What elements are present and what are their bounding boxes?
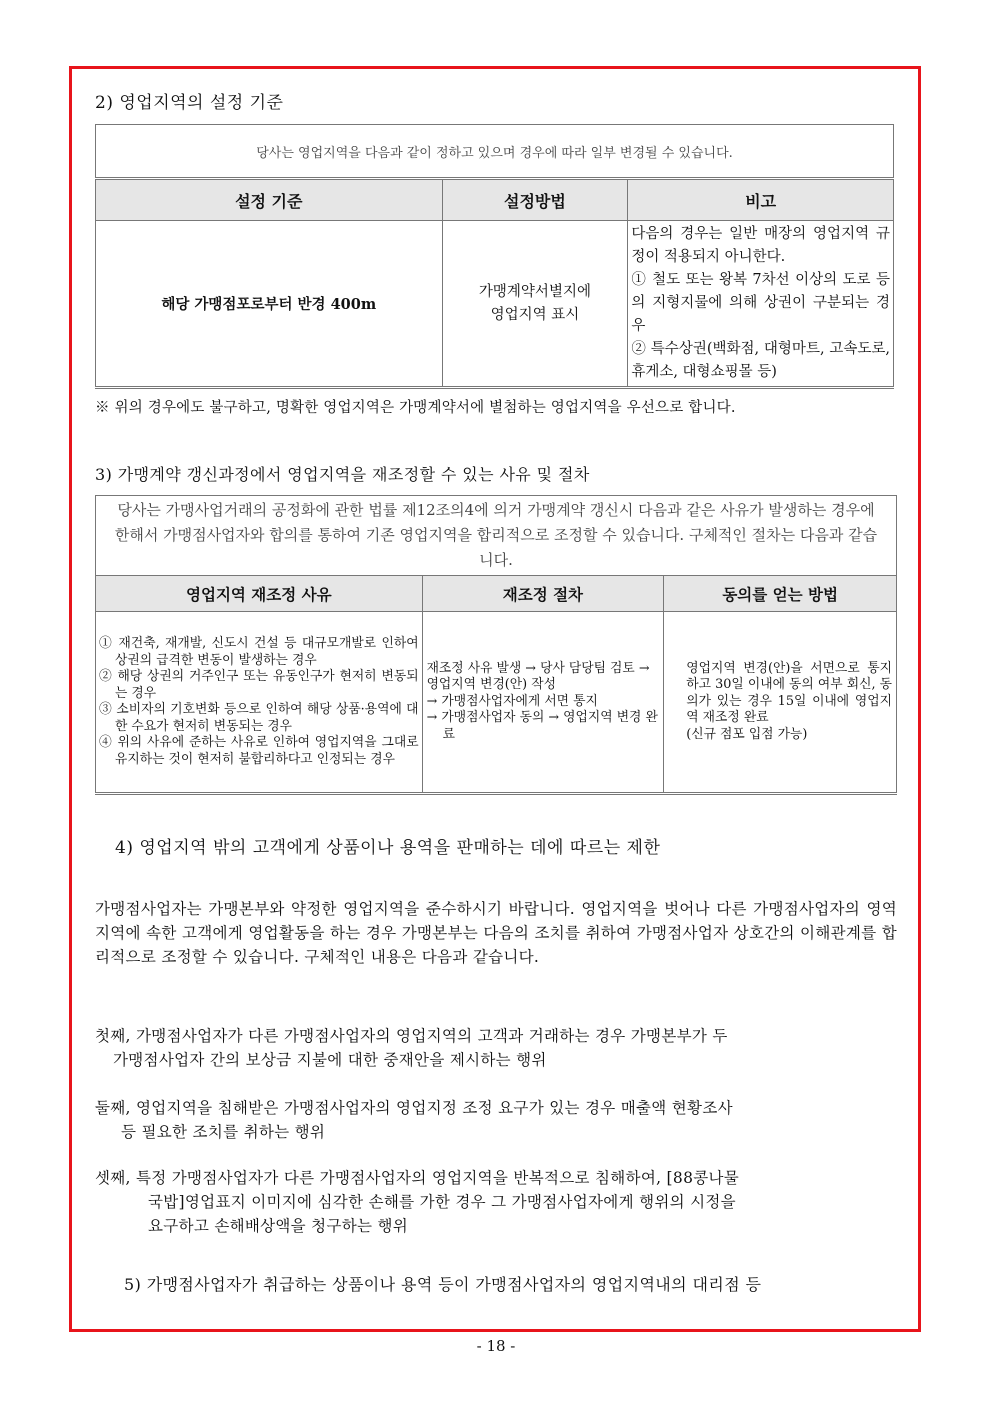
section-4-title: 4) 영업지역 밖의 고객에게 상품이나 용역을 판매하는 데에 따르는 제한 [115, 838, 661, 858]
criteria-method-line2: 영업지역 표시 [490, 306, 580, 323]
measure-second-line2: 등 필요한 조치를 취하는 행위 [121, 1123, 326, 1141]
consent-sub: (신규 점포 입점 가능) [686, 726, 808, 742]
reason-item: ③ 소비자의 기호변화 등으로 인하여 해당 상품·용역에 대한 수요가 현저히 변동되는 경우 [99, 702, 419, 734]
measure-third-line3: 요구하고 손해배상액을 청구하는 행위 [148, 1217, 409, 1235]
criteria-note-item-2: ② 특수상권(백화점, 대형마트, 고속도로, 휴게소, 대형쇼핑몰 등) [631, 341, 890, 380]
criteria-table [95, 124, 894, 389]
criteria-table-intro: 당사는 영업지역을 다음과 같이 정하고 있으며 경우에 따라 일부 변경될 수 있습니다. [96, 125, 894, 179]
section-2-footnote: ※ 위의 경우에도 불구하고, 명확한 영업지역은 가맹계약서에 별첨하는 영업지역을 우선으로 합니다. [95, 400, 736, 416]
readjust-procedure-cell [422, 612, 664, 794]
criteria-method-line1: 가맹계약서별지에 [478, 283, 591, 300]
measure-first-line1: 첫째, 가맹점사업자가 다른 가맹점사업자의 영업지역의 고객과 거래하는 경우 가맹본부가 두 [95, 1027, 728, 1045]
reason-item: ④ 위의 사유에 준하는 사유로 인하여 영업지역을 그대로 유지하는 것이 현저히 불합리하다고 인정되는 경우 [99, 735, 419, 767]
criteria-header-basis: 설정 기준 [96, 179, 443, 221]
measure-first-line2: 가맹점사업자 간의 보상금 지불에 대한 중재안을 제시하는 행위 [113, 1051, 547, 1069]
readjust-reasons-cell [96, 612, 423, 794]
section-3-title: 3) 가맹계약 갱신과정에서 영업지역을 재조정할 수 있는 사유 및 절차 [95, 465, 590, 484]
measure-second [95, 1096, 897, 1144]
measure-third [95, 1166, 855, 1238]
criteria-note-item-1: ① 철도 또는 왕복 7차선 이상의 도로 등의 지형지물에 의해 상권이 구분되는 경우 [631, 272, 890, 334]
reason-item: ② 해당 상권의 거주인구 또는 유동인구가 현저히 변동되는 경우 [99, 669, 419, 701]
readjust-header-reason: 영업지역 재조정 사유 [96, 576, 423, 612]
readjust-table-intro: 당사는 가맹사업거래의 공정화에 관한 법률 제12조의4에 의거 가맹계약 갱신시 다음과 같은 사유가 발생하는 경우에 한해서 가맹점사업자와 합의를 통하여 기존 영업지역을 합리적으로 조정할 수 있습니다. 구체적인 절차는 다음과 같습니다. [96, 496, 897, 576]
criteria-note-text: 다음의 경우는 일반 매장의 영업지역 규정이 적용되지 아니한다. [631, 226, 890, 265]
procedure-line-1: 재조정 사유 발생 → 당사 담당팀 검토 → 영업지역 변경(안) 작성 [426, 660, 650, 693]
readjust-consent-cell [664, 612, 897, 794]
page-number: - 18 - [476, 1337, 516, 1355]
criteria-note-cell [628, 221, 894, 388]
reason-item: ① 재건축, 재개발, 신도시 건설 등 대규모개발로 인하여 상권의 급격한 변동이 발생하는 경우 [99, 636, 419, 668]
criteria-header-note: 비고 [628, 179, 894, 221]
readjust-header-procedure: 재조정 절차 [422, 576, 664, 612]
consent-main: 영업지역 변경(안)을 서면으로 통지하고 30일 이내에 동의 여부 회신, 동의가 있는 경우 15일 이내에 영업지역 재조정 완료 [686, 660, 892, 726]
measure-first [95, 1024, 897, 1072]
section-5-title: 5) 가맹점사업자가 취급하는 상품이나 용역 등이 가맹점사업자의 영업지역내의 대리점 등 [124, 1275, 762, 1294]
procedure-line-2: → 가맹점사업자에게 서면 통지 [426, 693, 598, 709]
criteria-radius: 해당 가맹점포로부터 반경 400m [96, 221, 443, 388]
section-4-paragraph: 가맹점사업자는 가맹본부와 약정한 영업지역을 준수하시기 바랍니다. 영업지역을 벗어나 다른 가맹점사업자의 영역지역에 속한 고객에게 영업활동을 하는 경우 가맹본부는 다음의 조치를 취하여 가맹점사업자 상호간의 이해관계를 합리적으로 조정할 수 있습니다. 구체적인 내용은 다음과 같습니다. [95, 900, 897, 966]
criteria-method [442, 221, 628, 388]
criteria-header-method: 설정방법 [442, 179, 628, 221]
readjust-table [95, 495, 897, 795]
measure-second-line1: 둘째, 영업지역을 침해받은 가맹점사업자의 영업지정 조정 요구가 있는 경우 매출액 현황조사 [95, 1099, 733, 1117]
measure-third-line1: 셋째, 특정 가맹점사업자가 다른 가맹점사업자의 영업지역을 반복적으로 침해하여, [88콩나물 [95, 1169, 740, 1187]
measure-third-line2: 국밥]영업표지 이미지에 심각한 손해를 가한 경우 그 가맹점사업자에게 행위의 시정을 [148, 1193, 736, 1211]
readjust-header-consent: 동의를 얻는 방법 [664, 576, 897, 612]
procedure-line-3: → 가맹점사업자 동의 → 영업지역 변경 완료 [426, 710, 658, 742]
section-2-title: 2) 영업지역의 설정 기준 [95, 93, 284, 113]
